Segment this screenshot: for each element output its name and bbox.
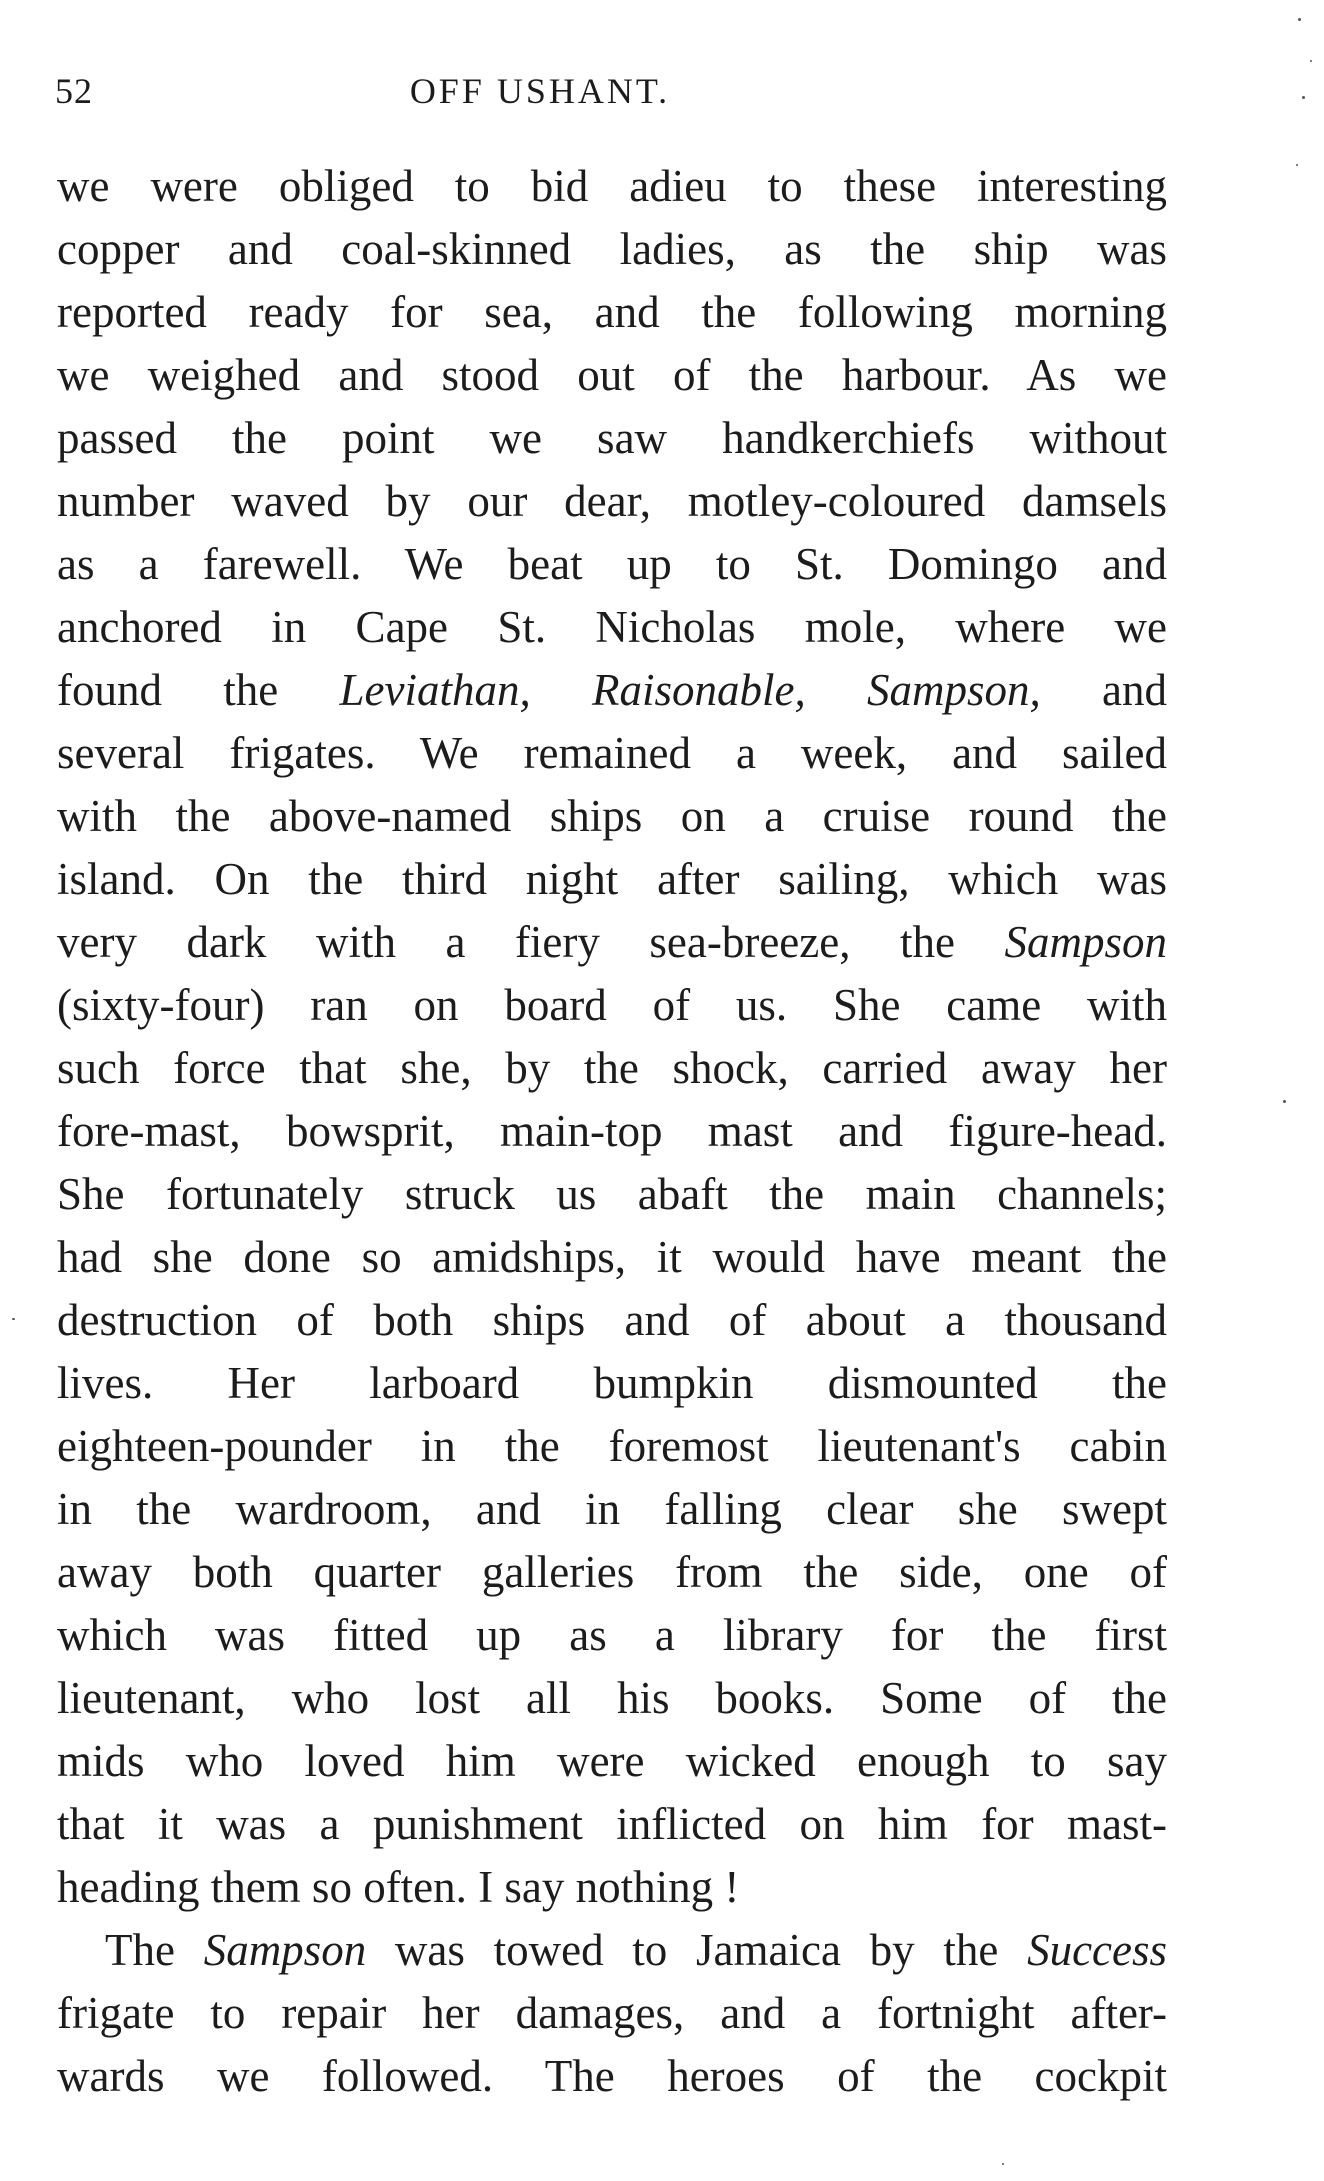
text-line: lives. Her larboard bumpkin dismounted the	[57, 1358, 1167, 1408]
text-line: fore-mast, bowsprit, main-top mast and figure-head.	[57, 1106, 1167, 1156]
text-line: reported ready for sea, and the following morning	[57, 287, 1167, 337]
text-line: mids who loved him were wicked enough to say	[57, 1736, 1167, 1786]
text-line: number waved by our dear, motley-coloured damsels	[57, 476, 1167, 526]
text-line: with the above-named ships on a cruise round the	[57, 791, 1167, 841]
italic-ship-name: Leviathan,	[339, 665, 531, 715]
text-line: island. On the third night after sailing, which was	[57, 854, 1167, 904]
italic-ship-name: Success	[1027, 1925, 1168, 1975]
text-line: She fortunately struck us abaft the main channels;	[57, 1169, 1167, 1219]
text-line: anchored in Cape St. Nicholas mole, where we	[57, 602, 1167, 652]
text-line: away both quarter galleries from the side, one of	[57, 1547, 1167, 1597]
running-title: OFF USHANT.	[409, 71, 671, 111]
italic-ship-name: Sampson	[203, 1925, 367, 1975]
text-line: several frigates. We remained a week, and sailed	[57, 728, 1167, 778]
body-text	[57, 155, 1167, 2108]
text-line: as a farewell. We beat up to St. Domingo and	[57, 539, 1167, 589]
text-line: in the wardroom, and in falling clear she swept	[57, 1484, 1167, 1534]
text-line: we weighed and stood out of the harbour. As we	[57, 350, 1167, 400]
text-line: we were obliged to bid adieu to these interesting	[57, 161, 1167, 211]
text-line: heading them so often. I say nothing !	[57, 1862, 740, 1912]
text-line: (sixty-four) ran on board of us. She came with	[57, 980, 1167, 1030]
italic-ship-name: Sampson,	[867, 665, 1041, 715]
page-number: 52	[55, 71, 93, 111]
text-line: had she done so amidships, it would have meant the	[57, 1232, 1167, 1282]
text-line: frigate to repair her damages, and a fortnight after-	[57, 1988, 1167, 2038]
text-line: that it was a punishment inflicted on him for mast-	[57, 1799, 1167, 1849]
italic-ship-name: Raisonable,	[592, 665, 806, 715]
italic-ship-name: Sampson	[1004, 917, 1167, 967]
text-line: wards we followed. The heroes of the cockpit	[57, 2051, 1167, 2101]
text-line: lieutenant, who lost all his books. Some of the	[57, 1673, 1167, 1723]
text-line: found the Leviathan, Raisonable, Sampson, and	[57, 665, 1168, 715]
text-line: destruction of both ships and of about a thousand	[57, 1295, 1167, 1345]
text-line: very dark with a fiery sea-breeze, the Sampson	[57, 917, 1167, 967]
text-line: eighteen-pounder in the foremost lieutenant's cabin	[57, 1421, 1167, 1471]
text-line: copper and coal-skinned ladies, as the ship was	[57, 224, 1167, 274]
text-line: The Sampson was towed to Jamaica by the Success	[105, 1925, 1168, 1975]
text-line: which was fitted up as a library for the first	[57, 1610, 1167, 1660]
text-line: such force that she, by the shock, carried away her	[57, 1043, 1167, 1093]
text-line: passed the point we saw handkerchiefs without	[57, 413, 1167, 463]
